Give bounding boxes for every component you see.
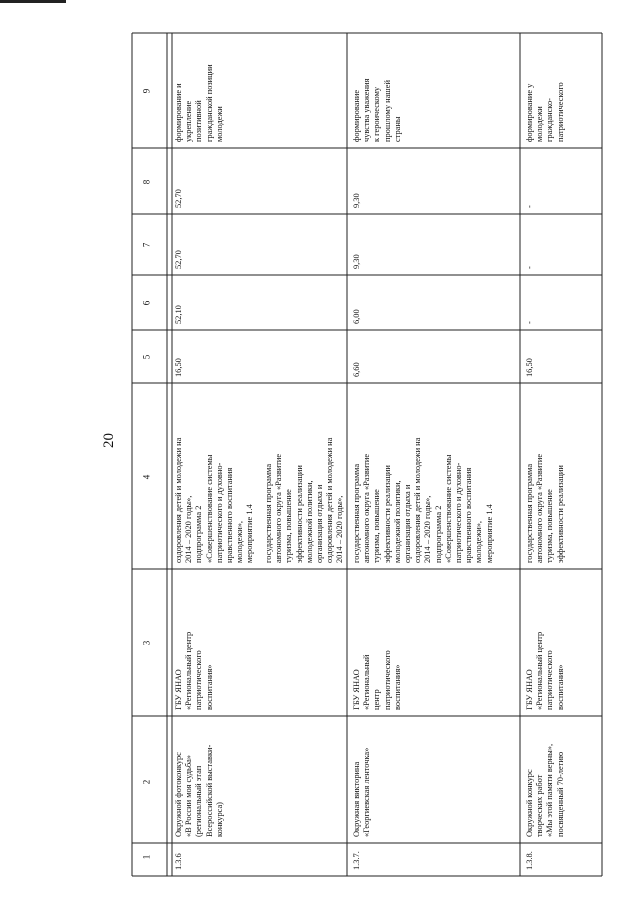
table-cell-executor [352,569,519,714]
column-number-1: 1 [141,854,152,860]
cell-text: государственная программа автономного округа «Развитие туризма, повышение эффективности реализации молодежной политики, организация отдыха и оздоровления детей и молодежи на 2014 – 2020 годы», [264,437,345,563]
table-cell-program [352,383,519,567]
cell-text: формирование чувства уважения к героическому прошлому нашей страны [352,78,402,142]
column-number-3: 3 [141,640,152,646]
table-cell-c5 [174,330,346,381]
cell-text: государственная программа автономного округа «Развитие туризма, повышение эффективности реализации молодежной политики, организация отдыха и оздоровления детей и молодежи на 2014 – 2020 годы», подпрограмма 2 «Совершенствование системы патриотического и духовно- нравственного воспитания молодежи», мероприятие 1.4 [352,437,494,563]
cell-text: 1.3.7. [352,851,361,870]
cell-text: 6,00 [352,309,361,324]
table-cell-program [264,383,346,567]
cell-text: 52,10 [174,305,183,324]
cell-text: ГБУ ЯНАО «Региональный центр патриотического воспитания» [352,650,402,710]
table-cell-result [174,33,346,146]
table-cell-event [174,716,346,841]
table-cell-id [525,843,601,874]
cell-text: 16,50 [174,358,183,377]
table-cell-executor [525,569,601,714]
column-number-5: 5 [141,354,152,360]
table-cell-c7 [352,214,519,273]
cell-text: 1.3.8. [525,851,534,870]
column-number-7: 7 [141,242,152,248]
cell-text: государственная программа автономного округа «Развитие туризма, повышение эффективности реализации [525,453,565,563]
table-cell-program [525,383,601,567]
cell-text: 9,30 [352,254,361,269]
table-cell-c5 [525,330,601,381]
cell-text: - [525,205,534,208]
table-cell-result [525,33,601,146]
page-number: 20 [101,433,117,448]
table-cell-c6 [352,275,519,328]
cell-text: Окружной конкурс творческих работ «Мы этой памяти верны», посвященный 70-летию [525,743,565,837]
table-cell-id [352,843,519,874]
cell-text: Окружная викторина «Георгиевская ленточка» [352,747,372,837]
column-number-2: 2 [141,779,152,785]
cell-text: Окружной фотоконкурс «В России моя судьба» (региональный этап Всероссийской выставки- конкурса) [174,744,224,837]
cell-text: ГБУ ЯНАО «Региональный центр патриотического воспитания» [525,631,565,710]
cell-text: 52,70 [174,250,183,269]
table-cell-executor [174,569,346,714]
table-cell-c5 [352,330,519,381]
table-cell-id [174,843,346,874]
table-cell-c7 [174,214,346,273]
table-cell-c7 [525,214,601,273]
column-number-9: 9 [141,88,152,94]
cell-text: оздоровления детей и молодежи на 2014 – 2020 годы», подпрограмма 2 «Совершенствование системы патриотического и духовно- нравственного воспитания молодежи», мероприятие 1.4 [174,437,255,563]
table-cell-c8 [352,148,519,212]
column-number-4: 4 [141,474,152,480]
table-cell-event [525,716,601,841]
column-number-6: 6 [141,300,152,306]
table-cell-c8 [174,148,346,212]
table-cell-event [352,716,519,841]
cell-text: формирование и укрепление позитивной гражданской позиции молодежи [174,64,224,142]
table-cell-result [352,33,519,146]
cell-text: 6,60 [352,362,361,377]
cell-text: ГБУ ЯНАО «Региональный центр патриотического воспитания» [174,631,214,710]
table-cell-c6 [174,275,346,328]
cell-text: 52,70 [174,189,183,208]
cell-text: - [525,321,534,324]
cell-text: - [525,266,534,269]
column-number-8: 8 [141,179,152,185]
table-cell-c6 [525,275,601,328]
table-cell-program [174,383,261,567]
cell-text: 9,30 [352,193,361,208]
cell-text: 1.3.6 [174,853,183,870]
cell-text: формирование у молодежи гражданско- патриотического [525,82,565,142]
cell-text: 16,50 [525,358,534,377]
table-cell-c8 [525,148,601,212]
